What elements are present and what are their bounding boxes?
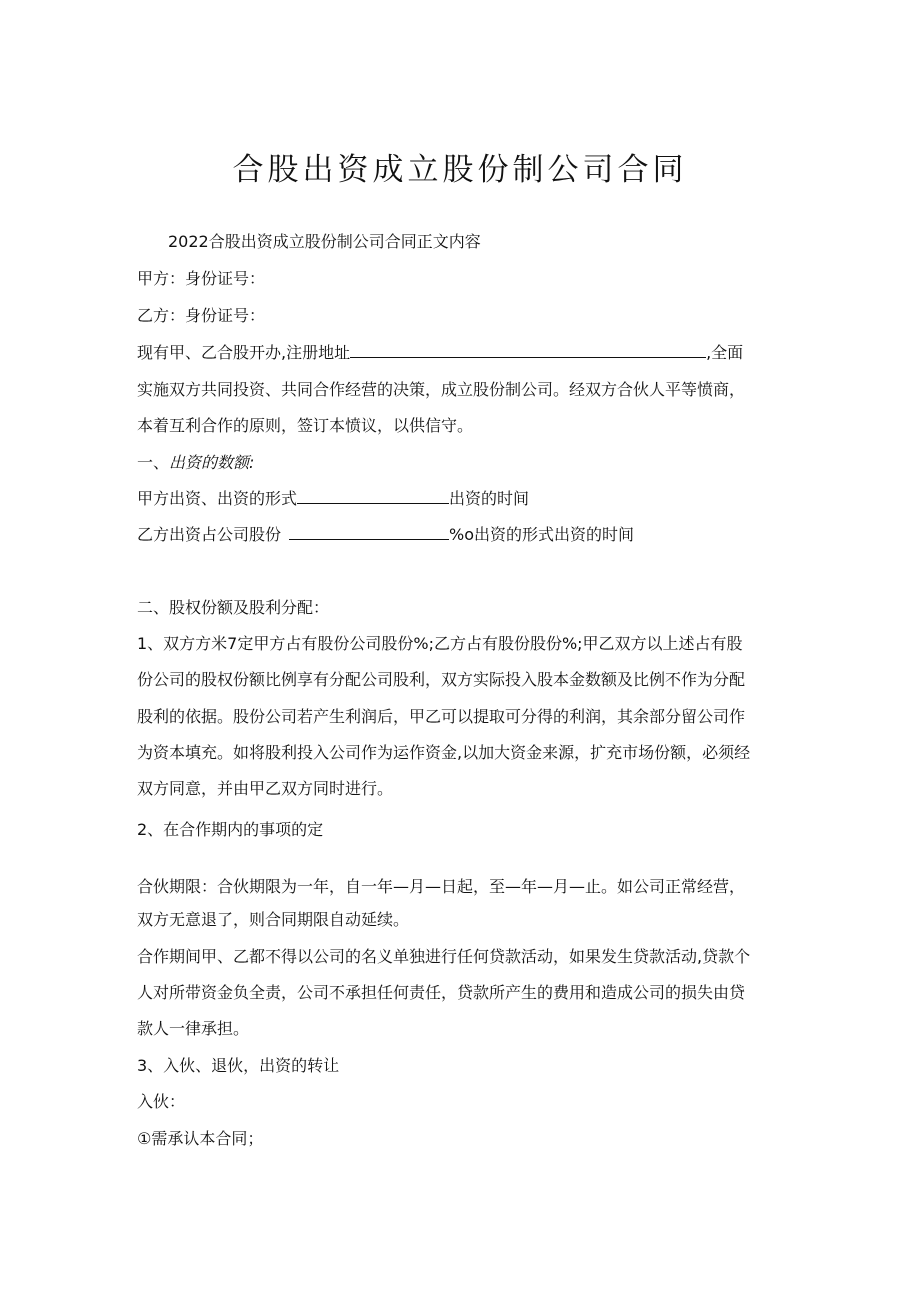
address-blank <box>350 342 706 358</box>
section1-heading-text: 出资的数额: <box>169 453 255 472</box>
document-subtitle: 2022合股出资成立股份制公司合同正文内容 <box>168 232 481 251</box>
section1-row-2 <box>137 524 797 546</box>
intro-line-2: 实施双方共同投资、共同合作经营的决策，成立股份制公司。经双方合伙人平等愤商， <box>137 380 746 399</box>
section1-heading <box>137 452 797 474</box>
capital-form-blank <box>297 488 449 504</box>
intro-line-1-suffix: ,全面 <box>706 343 744 362</box>
section1-heading-num: 一、 <box>137 453 170 472</box>
item1-line: 为资本填充。如将股利投入公司作为运作资金,以加大资金来源，扩充市场份额，必须经 <box>137 743 751 762</box>
item2-heading: 2、在合作期内的事项的定 <box>137 820 324 839</box>
intro-line-3: 本着互利合作的原则，签订本愤议，以供信守。 <box>137 416 474 435</box>
join-label: 入伙： <box>137 1092 186 1111</box>
item1-line: 1、双方方米7定甲方占有股份公司股份%;乙方占有股份股份%;甲乙双方以上述占有股 <box>137 634 743 653</box>
term-line: 双方无意退了，则合同期限自动延续。 <box>137 910 410 929</box>
document-title: 合股出资成立股份制公司合同 <box>232 152 688 188</box>
section1-row-2-suffix: %o出资的形式出资的时间 <box>449 525 635 544</box>
section1-row-1-suffix: 出资的时间 <box>449 489 530 508</box>
item3-heading: 3、入伙、退伙，出资的转让 <box>137 1056 340 1075</box>
party-a-line: 甲方：身份证号： <box>137 269 266 288</box>
loan-line: 款人一律承担。 <box>137 1019 250 1038</box>
term-line: 合伙期限：合伙期限为一年，自一年—月—日起，至—年—月—止。如公司正常经营， <box>137 877 746 896</box>
intro-line-1-prefix: 现有甲、乙合股开办,注册地址 <box>137 343 351 362</box>
item1-line: 股利的依据。股份公司若产生利润后，甲乙可以提取可分得的利润，其余部分留公司作 <box>137 707 746 726</box>
item1-line: 份公司的股权份额比例享有分配公司股利，双方实际投入股本金数额及比例不作为分配 <box>137 670 746 689</box>
loan-line: 人对所带资金负全责，公司不承担任何责任，贷款所产生的费用和造成公司的损失由贷 <box>137 983 746 1002</box>
join-item-1: ①需承认本合同； <box>137 1129 264 1148</box>
loan-line: 合作期间甲、乙都不得以公司的名义单独进行任何贷款活动，如果发生贷款活动,贷款个 <box>137 947 751 966</box>
section1-row-1-prefix: 甲方出资、出资的形式 <box>137 489 298 508</box>
party-b-line: 乙方：身份证号： <box>137 306 266 325</box>
share-percent-blank <box>289 524 449 540</box>
intro-line-1 <box>137 342 797 364</box>
item1-line: 双方同意，并由甲乙双方同时进行。 <box>137 779 394 798</box>
section1-row-1 <box>137 488 797 510</box>
section2-heading: 二、股权份额及股利分配： <box>137 598 330 617</box>
section1-row-2-prefix: 乙方出资占公司股份 <box>137 525 282 544</box>
